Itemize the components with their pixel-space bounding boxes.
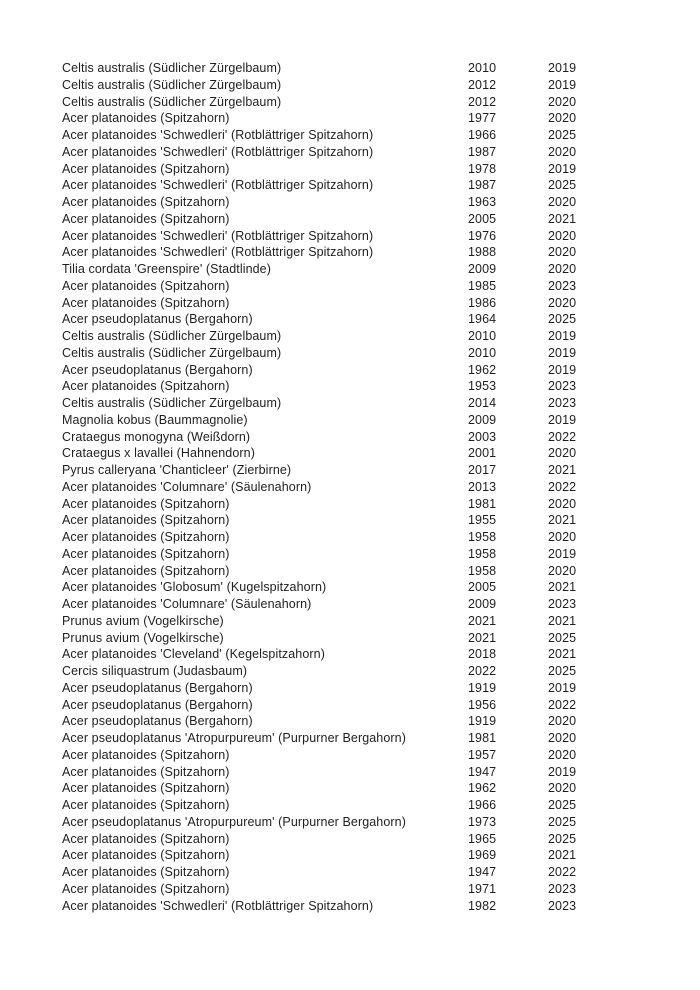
year-start-cell: 1958 [468,546,497,561]
species-cell: Acer pseudoplatanus 'Atropurpureum' (Purpurner Bergahorn) [62,731,406,745]
year-end-cell: 2019 [548,77,577,92]
species-cell: Acer platanoides 'Schwedleri' (Rotblättriger Spitzahorn) [62,245,374,260]
table-row [62,345,660,362]
year-end-cell: 2020 [548,731,577,745]
year-start-cell: 1919 [468,714,497,729]
year-start-cell: 1962 [468,781,497,796]
table-row [62,77,660,94]
table-row [62,462,660,479]
year-end-cell: 2019 [548,362,577,377]
table-row [62,847,660,864]
year-end-cell: 2023 [548,881,577,896]
species-cell: Acer platanoides (Spitzahorn) [62,161,230,176]
table-row [62,412,660,429]
table-row [62,429,660,446]
year-end-cell: 2020 [548,747,577,762]
table-row [62,278,660,295]
species-cell: Crataegus x lavallei (Hahnendorn) [62,446,255,461]
year-end-cell: 2025 [548,831,577,846]
table-row [62,864,660,881]
species-cell: Acer pseudoplatanus (Bergahorn) [62,680,253,695]
species-cell: Acer platanoides (Spitzahorn) [62,848,230,863]
year-start-cell: 1973 [468,814,497,829]
species-cell: Acer platanoides (Spitzahorn) [62,111,230,126]
table-row [62,713,660,730]
species-cell: Acer platanoides (Spitzahorn) [62,781,230,796]
year-start-cell: 2010 [468,329,497,343]
year-end-cell: 2025 [548,814,577,829]
table-row [62,161,660,178]
year-end-cell: 2019 [548,546,577,561]
species-cell: Acer platanoides (Spitzahorn) [62,295,230,310]
species-cell: Acer platanoides (Spitzahorn) [62,211,230,226]
year-end-cell: 2025 [548,178,577,193]
species-cell: Celtis australis (Südlicher Zürgelbaum) [62,329,282,343]
year-end-cell: 2020 [548,530,577,544]
year-end-cell: 2020 [548,563,577,578]
table-row [62,228,660,245]
year-end-cell: 2021 [548,513,577,528]
table-row [62,898,660,915]
year-start-cell: 1964 [468,312,497,327]
species-cell: Acer platanoides (Spitzahorn) [62,881,230,896]
species-cell: Celtis australis (Südlicher Zürgelbaum) [62,396,282,410]
year-start-cell: 1971 [468,881,497,896]
table-row [62,529,660,546]
year-end-cell: 2025 [548,630,577,645]
year-start-cell: 1982 [468,898,497,913]
year-start-cell: 1985 [468,278,497,293]
year-end-cell: 2022 [548,479,577,494]
year-start-cell: 2022 [468,664,497,678]
year-start-cell: 2005 [468,580,497,595]
year-end-cell: 2020 [548,245,577,260]
species-cell: Acer platanoides (Spitzahorn) [62,546,230,561]
year-start-cell: 1987 [468,144,497,159]
species-cell: Acer platanoides (Spitzahorn) [62,496,230,511]
table-row [62,328,660,345]
table-row [62,60,660,77]
species-cell: Crataegus monogyna (Weißdorn) [62,429,251,444]
year-end-cell: 2023 [548,597,577,611]
table-row [62,730,660,747]
year-start-cell: 1953 [468,379,497,394]
year-start-cell: 1981 [468,731,497,745]
year-end-cell: 2020 [548,111,577,126]
species-cell: Acer platanoides 'Columnare' (Säulenahorn) [62,479,312,494]
table-row [62,596,660,613]
year-start-cell: 2001 [468,446,497,461]
year-end-cell: 2021 [548,580,577,595]
year-end-cell: 2025 [548,798,577,812]
year-end-cell: 2019 [548,345,577,360]
year-end-cell: 2020 [548,228,577,243]
year-start-cell: 1955 [468,513,497,528]
year-end-cell: 2021 [548,647,577,662]
year-end-cell: 2021 [548,463,577,477]
year-start-cell: 2021 [468,630,497,645]
species-cell: Acer platanoides (Spitzahorn) [62,865,230,879]
year-end-cell: 2019 [548,764,577,779]
year-end-cell: 2020 [548,195,577,209]
table-row [62,797,660,814]
species-cell: Celtis australis (Südlicher Zürgelbaum) [62,77,282,92]
year-start-cell: 2012 [468,94,497,109]
species-cell: Acer pseudoplatanus (Bergahorn) [62,714,253,729]
year-start-cell: 1978 [468,161,497,176]
year-start-cell: 2018 [468,647,497,662]
table-row [62,814,660,831]
year-end-cell: 2020 [548,295,577,310]
table-row [62,144,660,161]
year-start-cell: 2005 [468,211,497,226]
year-start-cell: 1976 [468,228,497,243]
species-cell: Acer pseudoplatanus (Bergahorn) [62,312,253,327]
species-cell: Magnolia kobus (Baummagnolie) [62,412,248,427]
year-end-cell: 2020 [548,144,577,159]
year-end-cell: 2019 [548,329,577,343]
table-row [62,512,660,529]
year-end-cell: 2022 [548,865,577,879]
year-start-cell: 1956 [468,697,497,712]
species-cell: Celtis australis (Südlicher Zürgelbaum) [62,61,282,75]
species-cell: Acer platanoides (Spitzahorn) [62,798,230,812]
year-end-cell: 2023 [548,396,577,410]
species-cell: Acer platanoides 'Schwedleri' (Rotblättriger Spitzahorn) [62,144,374,159]
tree-list-table [62,60,660,914]
table-row [62,127,660,144]
species-cell: Acer pseudoplatanus 'Atropurpureum' (Purpurner Bergahorn) [62,814,406,829]
table-row [62,747,660,764]
year-start-cell: 1963 [468,195,497,209]
species-cell: Acer pseudoplatanus (Bergahorn) [62,697,253,712]
year-start-cell: 1977 [468,111,497,126]
table-row [62,579,660,596]
table-row [62,261,660,278]
table-row [62,395,660,412]
table-row [62,110,660,127]
table-row [62,881,660,898]
year-end-cell: 2023 [548,898,577,913]
species-cell: Acer platanoides 'Columnare' (Säulenahorn) [62,597,312,611]
table-row [62,244,660,261]
year-end-cell: 2020 [548,446,577,461]
table-row [62,697,660,714]
species-cell: Pyrus calleryana 'Chanticleer' (Zierbirne) [62,463,292,477]
table-row [62,445,660,462]
species-cell: Acer platanoides (Spitzahorn) [62,195,230,209]
year-start-cell: 2012 [468,77,497,92]
year-start-cell: 2010 [468,345,497,360]
year-start-cell: 2014 [468,396,497,410]
year-end-cell: 2019 [548,161,577,176]
year-end-cell: 2020 [548,714,577,729]
table-row [62,211,660,228]
table-row [62,94,660,111]
species-cell: Acer platanoides 'Globosum' (Kugelspitzahorn) [62,580,327,595]
year-start-cell: 1988 [468,245,497,260]
year-start-cell: 1965 [468,831,497,846]
year-end-cell: 2021 [548,613,577,628]
table-row [62,194,660,211]
table-row [62,311,660,328]
table-row [62,177,660,194]
year-start-cell: 1957 [468,747,497,762]
year-end-cell: 2025 [548,128,577,142]
year-end-cell: 2020 [548,781,577,796]
year-start-cell: 1966 [468,128,497,142]
year-end-cell: 2022 [548,429,577,444]
table-row [62,563,660,580]
species-cell: Celtis australis (Südlicher Zürgelbaum) [62,94,282,109]
year-start-cell: 2009 [468,597,497,611]
year-start-cell: 2009 [468,262,497,276]
year-end-cell: 2023 [548,379,577,394]
species-cell: Acer platanoides (Spitzahorn) [62,747,230,762]
year-start-cell: 2017 [468,463,497,477]
species-cell: Acer platanoides (Spitzahorn) [62,764,230,779]
table-row [62,646,660,663]
species-cell: Acer platanoides (Spitzahorn) [62,831,230,846]
year-start-cell: 1986 [468,295,497,310]
table-row [62,613,660,630]
year-end-cell: 2025 [548,664,577,678]
year-start-cell: 1919 [468,680,497,695]
table-row [62,663,660,680]
year-start-cell: 1987 [468,178,497,193]
year-end-cell: 2019 [548,412,577,427]
year-start-cell: 2003 [468,429,497,444]
species-cell: Acer platanoides (Spitzahorn) [62,379,230,394]
species-cell: Tilia cordata 'Greenspire' (Stadtlinde) [62,262,271,276]
table-row [62,378,660,395]
year-end-cell: 2020 [548,496,577,511]
year-start-cell: 2009 [468,412,497,427]
table-row [62,496,660,513]
species-cell: Acer platanoides (Spitzahorn) [62,563,230,578]
year-start-cell: 1981 [468,496,497,511]
species-cell: Acer platanoides (Spitzahorn) [62,278,230,293]
table-row [62,780,660,797]
year-start-cell: 2021 [468,613,497,628]
species-cell: Acer platanoides (Spitzahorn) [62,513,230,528]
year-start-cell: 1966 [468,798,497,812]
year-start-cell: 2010 [468,61,497,75]
year-start-cell: 1969 [468,848,497,863]
table-row [62,831,660,848]
species-cell: Acer platanoides (Spitzahorn) [62,530,230,544]
year-end-cell: 2021 [548,211,577,226]
year-start-cell: 1958 [468,563,497,578]
species-cell: Acer platanoides 'Cleveland' (Kegelspitzahorn) [62,647,325,662]
table-row [62,362,660,379]
table-row [62,546,660,563]
table-row [62,680,660,697]
species-cell: Acer platanoides 'Schwedleri' (Rotblättriger Spitzahorn) [62,898,374,913]
table-row [62,764,660,781]
year-start-cell: 2013 [468,479,497,494]
species-cell: Acer platanoides 'Schwedleri' (Rotblättriger Spitzahorn) [62,178,374,193]
species-cell: Acer pseudoplatanus (Bergahorn) [62,362,253,377]
year-end-cell: 2020 [548,94,577,109]
year-end-cell: 2023 [548,278,577,293]
table-row [62,295,660,312]
species-cell: Acer platanoides 'Schwedleri' (Rotblättriger Spitzahorn) [62,128,374,142]
year-end-cell: 2025 [548,312,577,327]
year-start-cell: 1958 [468,530,497,544]
year-end-cell: 2019 [548,61,577,75]
year-start-cell: 1962 [468,362,497,377]
table-row [62,479,660,496]
year-end-cell: 2021 [548,848,577,863]
year-start-cell: 1947 [468,865,497,879]
table-row [62,630,660,647]
species-cell: Cercis siliquastrum (Judasbaum) [62,664,248,678]
year-end-cell: 2019 [548,680,577,695]
species-cell: Prunus avium (Vogelkirsche) [62,613,224,628]
year-end-cell: 2020 [548,262,577,276]
species-cell: Celtis australis (Südlicher Zürgelbaum) [62,345,282,360]
species-cell: Prunus avium (Vogelkirsche) [62,630,224,645]
year-end-cell: 2022 [548,697,577,712]
species-cell: Acer platanoides 'Schwedleri' (Rotblättriger Spitzahorn) [62,228,374,243]
year-start-cell: 1947 [468,764,497,779]
